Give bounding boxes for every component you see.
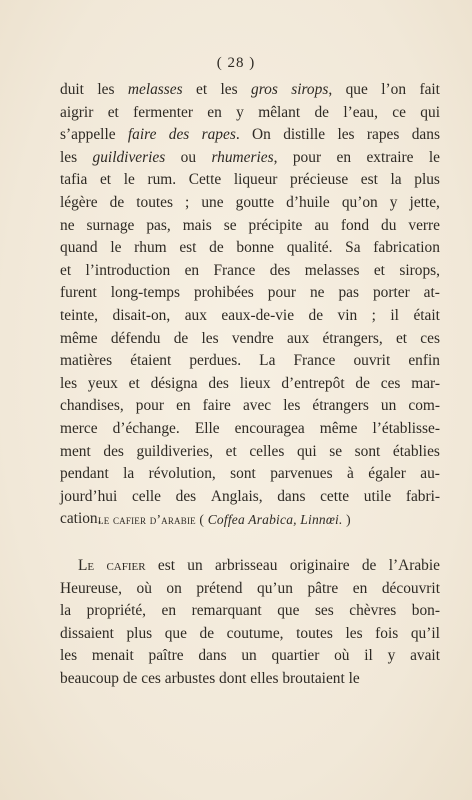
word: étrangers [312, 397, 369, 415]
word: liqueur [233, 171, 278, 189]
text-line [60, 328, 440, 351]
word: dans [198, 647, 227, 665]
word: broutaient [282, 669, 345, 687]
word: des [168, 126, 190, 144]
text-line [60, 600, 440, 623]
word: qui [420, 103, 440, 121]
word: quand [60, 239, 98, 257]
word: que [345, 81, 368, 98]
word: où [136, 579, 152, 597]
word: les [97, 81, 115, 98]
word: on [166, 579, 182, 597]
paragraph-coffee-tree [60, 555, 440, 691]
word: coutume, [226, 624, 284, 642]
text-line [60, 282, 440, 305]
text-line [60, 102, 440, 125]
word: aux [184, 306, 207, 324]
text-line [60, 215, 440, 238]
word: étrangers, [322, 329, 383, 347]
word: même [60, 329, 98, 347]
word: Sa [345, 239, 361, 257]
word: et [107, 103, 119, 121]
word: plus [126, 624, 153, 642]
word: sont [230, 465, 256, 483]
word: précieuse [290, 171, 349, 189]
word: où [334, 647, 350, 665]
word: pâtre [307, 579, 339, 597]
word: dissaient [60, 624, 114, 642]
word: prétend [196, 579, 243, 597]
word: menait [91, 647, 134, 665]
word: fond [340, 216, 370, 234]
text-line [60, 124, 440, 147]
word: les [283, 397, 301, 415]
word: mais [182, 216, 212, 234]
word: est [179, 239, 197, 257]
word: celles [249, 442, 285, 460]
word: de [209, 239, 224, 257]
word: qualité. [286, 239, 333, 257]
word: toutes [136, 193, 173, 211]
word: de [122, 669, 138, 687]
word: l’introduction [85, 261, 171, 279]
word: avec [242, 397, 272, 415]
word: des [269, 261, 291, 279]
word: pas [338, 284, 359, 302]
text-line [60, 237, 440, 260]
word: et [60, 261, 72, 279]
word: jette, [409, 193, 440, 211]
word: cafier [106, 557, 146, 574]
word: en [352, 579, 368, 597]
word: fabrication [373, 239, 440, 257]
word: qu’il [410, 624, 440, 642]
text-line [60, 147, 440, 170]
word: enfin [408, 352, 440, 370]
text-line [60, 441, 440, 464]
word: au- [420, 465, 440, 483]
word: toutes [296, 624, 333, 642]
word: vin [337, 306, 358, 324]
word: porter [372, 284, 410, 302]
word: les [201, 329, 219, 347]
word: qu’on [341, 193, 378, 211]
text-line [60, 623, 440, 646]
word: bonne [236, 239, 275, 257]
word: dans [277, 487, 306, 505]
word: et [373, 261, 385, 279]
word: teinte, [60, 306, 99, 324]
word: rhum [134, 239, 167, 257]
heading-close-paren: ) [342, 512, 351, 527]
paragraph-rum-fabrication [60, 79, 440, 531]
word: étaient [130, 352, 172, 370]
word: plus [414, 171, 440, 189]
word: en [336, 148, 352, 166]
word: au [314, 216, 329, 234]
word: com- [408, 397, 440, 415]
word: remarquant [191, 602, 262, 620]
word: perdues. [189, 352, 242, 370]
word: Cette [188, 171, 222, 189]
text-line [60, 578, 440, 601]
word: de [361, 557, 377, 574]
text-line [60, 192, 440, 215]
word: faire [202, 397, 231, 415]
word: sont [354, 442, 381, 460]
word: qu’un [257, 579, 293, 597]
word: ment [60, 442, 91, 460]
word: mêlant [258, 103, 301, 121]
word: la [60, 602, 72, 620]
word: melasses [127, 81, 183, 98]
word: défendu [110, 329, 161, 347]
word: des [208, 374, 229, 392]
word: ; [185, 193, 190, 211]
word: vendre [231, 329, 274, 347]
word: se [223, 216, 237, 234]
word: quartier [271, 647, 320, 665]
word: Anglais, [210, 487, 263, 505]
word: celle [131, 487, 161, 505]
word: Elle [194, 419, 220, 437]
text-line [60, 260, 440, 283]
word: l’établisse- [372, 419, 440, 437]
word: matières [60, 352, 113, 370]
word: On [252, 126, 271, 144]
word: que [164, 624, 187, 642]
word: des [175, 487, 197, 505]
word: se [329, 442, 343, 460]
word: de [355, 374, 370, 392]
word: ses [314, 602, 334, 620]
word: le [428, 148, 440, 166]
word: rhumeries, [211, 148, 278, 166]
word: ; [371, 306, 376, 324]
word: lieux [239, 374, 271, 392]
word: était [413, 306, 440, 324]
word: un [241, 647, 257, 665]
word: eaux-de-vie [221, 306, 295, 324]
word: établies [392, 442, 440, 460]
text-line [60, 463, 440, 486]
heading-latin-name: Coffea Arabica, Linnœi. [207, 512, 343, 527]
text-line [60, 395, 440, 418]
word: et [196, 81, 208, 98]
word: légère [60, 193, 98, 211]
text-line [60, 668, 440, 691]
page-number: ( 28 ) [216, 55, 256, 71]
word: de [173, 329, 189, 347]
word: un [380, 397, 397, 415]
word: en [207, 103, 222, 121]
text-line [60, 645, 440, 668]
word: fermenter [133, 103, 193, 121]
word: aux [286, 329, 310, 347]
word: chèvres [349, 602, 397, 620]
word: bon- [411, 602, 440, 620]
word: disait-on, [112, 306, 171, 324]
word: est [360, 171, 378, 189]
word: et [225, 442, 237, 460]
text-line [60, 169, 440, 192]
word: utile [363, 487, 392, 505]
word: des [103, 442, 124, 460]
word: les [337, 126, 355, 144]
word: faire [127, 126, 157, 144]
heading-open-paren: ( [195, 512, 208, 527]
word: l’on [381, 81, 407, 98]
heading-name: le cafier d’arabie [98, 512, 196, 527]
word: qui [296, 442, 317, 460]
word: elles [250, 669, 279, 687]
word: à [347, 465, 354, 483]
text-line [60, 555, 440, 578]
word: aigrir [60, 103, 94, 121]
word: et [99, 171, 112, 189]
word: s’appelle [60, 126, 116, 144]
word: sirops, [291, 81, 333, 98]
word: sirops, [399, 261, 440, 279]
word: rapes [366, 126, 400, 144]
word: originaire [289, 557, 350, 574]
word: pour [267, 284, 296, 302]
word: fabri- [405, 487, 440, 505]
word: cation. [60, 510, 102, 528]
text-line [60, 350, 440, 373]
word: fois [375, 624, 399, 642]
word: beaucoup [60, 669, 119, 687]
word: guildiveries, [136, 442, 214, 460]
word: en [176, 397, 191, 415]
word: et [128, 374, 140, 392]
word: long-temps [110, 284, 180, 302]
word: dans [411, 126, 440, 144]
word: arbrisseau [215, 557, 278, 574]
word: rapes. [201, 126, 240, 144]
text-line [60, 486, 440, 509]
word: pendant [60, 465, 109, 483]
section-heading [98, 512, 351, 528]
word: y [387, 647, 396, 665]
word: merce [60, 419, 98, 437]
word: mar- [411, 374, 440, 392]
word: gros [251, 81, 278, 98]
text-line [60, 418, 440, 441]
word: un [187, 557, 203, 574]
word: verre [408, 216, 440, 234]
word: Heureuse, [60, 579, 122, 597]
word: avait [410, 647, 440, 665]
word: furent [60, 284, 97, 302]
word: y [389, 193, 398, 211]
word: pas, [146, 216, 171, 234]
word: ne [309, 284, 325, 302]
word: les [220, 81, 238, 98]
word: prohibées [193, 284, 254, 302]
word: ou [180, 148, 197, 166]
word: ne [60, 216, 75, 234]
word: d’entrepôt [281, 374, 345, 392]
word: désigna [150, 374, 198, 392]
word: l’Arabie [388, 557, 440, 574]
word: distille [283, 126, 326, 144]
word: découvrit [381, 579, 440, 597]
word: dont [219, 669, 247, 687]
word: at- [423, 284, 440, 302]
word: paître [148, 647, 184, 665]
word: arbustes [164, 669, 216, 687]
word: est [157, 557, 175, 574]
word: goutte [235, 193, 275, 211]
word: guildiveries [92, 148, 166, 166]
word: le [110, 239, 122, 257]
word: France [293, 352, 336, 370]
word: les [345, 624, 363, 642]
word: pour [135, 397, 164, 415]
word: fait [419, 81, 440, 98]
word: y [236, 103, 244, 121]
word: ce [392, 103, 406, 121]
word: le [348, 669, 360, 687]
word: propriété, [86, 602, 147, 620]
text-line [60, 79, 440, 102]
word: la [390, 171, 402, 189]
word: France [213, 261, 256, 279]
word: les [60, 148, 78, 166]
word: melasses [304, 261, 360, 279]
word: Le [78, 557, 95, 574]
text-line [60, 305, 440, 328]
word: ces [380, 374, 401, 392]
word: la [123, 465, 135, 483]
word: parvenues [270, 465, 333, 483]
word: cette [320, 487, 350, 505]
word: ces [420, 329, 440, 347]
word: il [364, 647, 373, 665]
word: égaler [368, 465, 406, 483]
word: ouvrit [353, 352, 391, 370]
word: révolution, [148, 465, 216, 483]
word: en [161, 602, 177, 620]
word: chandises, [60, 397, 124, 415]
word: le [123, 171, 135, 189]
word: duit [60, 81, 84, 98]
word: même [319, 419, 358, 437]
word: yeux [87, 374, 118, 392]
word: que [277, 602, 300, 620]
word: tafia [60, 171, 88, 189]
word: jourd’hui [60, 487, 118, 505]
word: précipite [248, 216, 303, 234]
word: La [259, 352, 276, 370]
word: d’échange. [112, 419, 180, 437]
word: en [184, 261, 200, 279]
word: surnage [86, 216, 135, 234]
word: de [199, 624, 215, 642]
word: de [109, 193, 125, 211]
word: les [60, 374, 78, 392]
word: les [60, 647, 78, 665]
word: pour [292, 148, 322, 166]
word: rum. [147, 171, 177, 189]
word: d’huile [286, 193, 330, 211]
word: encouragea [234, 419, 305, 437]
word: et [395, 329, 408, 347]
word: de [308, 306, 324, 324]
text-line [60, 373, 440, 396]
word: il [390, 306, 399, 324]
word: extraire [366, 148, 414, 166]
word: l’eau, [343, 103, 378, 121]
word: de [314, 103, 329, 121]
word: une [201, 193, 224, 211]
word: ces [141, 669, 161, 687]
word: du [381, 216, 397, 234]
